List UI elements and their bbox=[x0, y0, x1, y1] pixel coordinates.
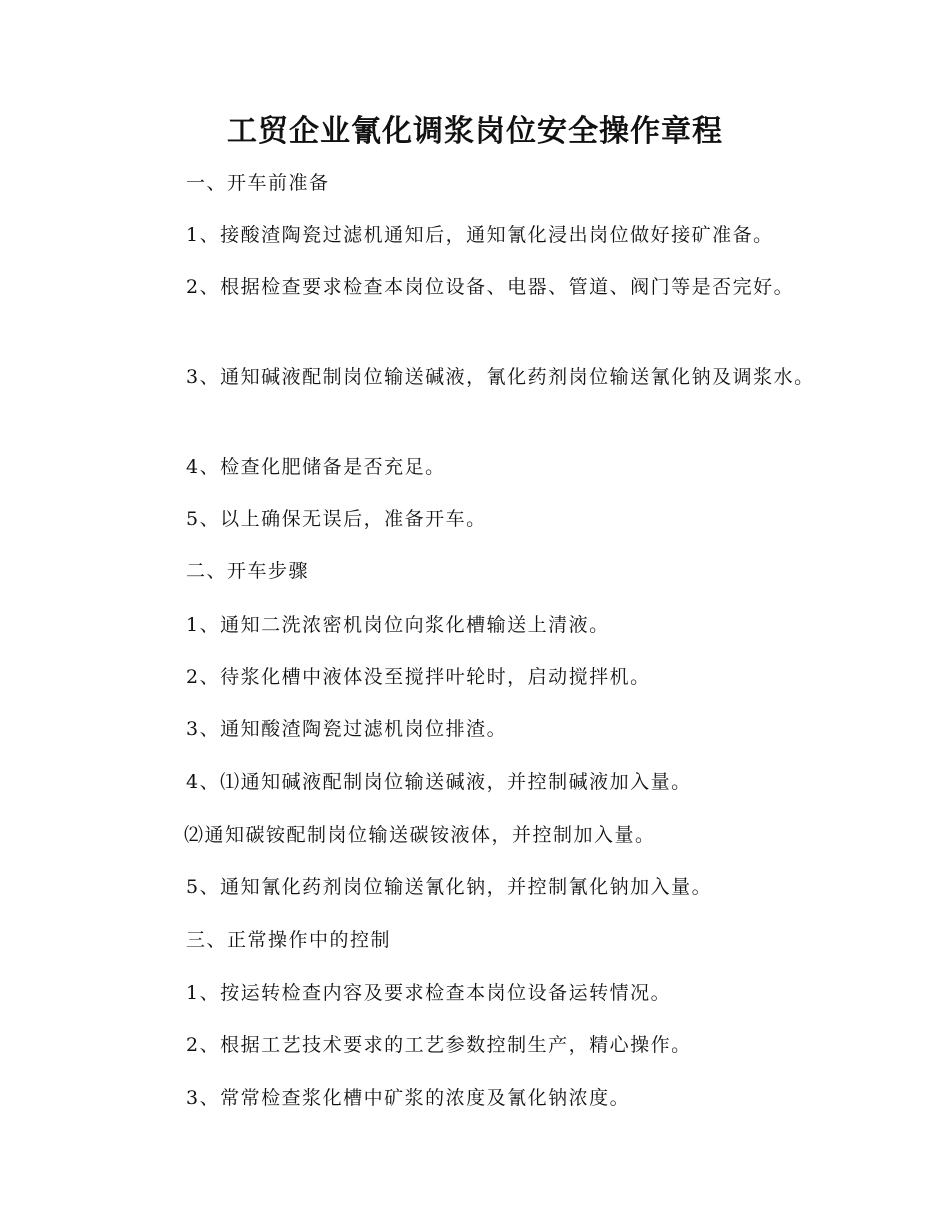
document-title: 工贸企业氰化调浆岗位安全操作章程 bbox=[227, 114, 723, 149]
section-heading-3: 三、正常操作中的控制 bbox=[186, 929, 392, 951]
paragraph: 3、常常检查浆化槽中矿浆的浓度及氰化钠浓度。 bbox=[186, 1087, 631, 1109]
paragraph: 5、以上确保无误后，准备开车。 bbox=[186, 508, 487, 530]
paragraph: 1、按运转检查内容及要求检查本岗位设备运转情况。 bbox=[186, 982, 672, 1004]
paragraph: 5、通知氰化药剂岗位输送氰化钠，并控制氰化钠加入量。 bbox=[186, 876, 713, 898]
paragraph: 3、通知碱液配制岗位输送碱液，氰化药剂岗位输送氰化钠及调浆水。 bbox=[186, 366, 815, 388]
paragraph: 3、通知酸渣陶瓷过滤机岗位排渣。 bbox=[186, 718, 508, 740]
paragraph: 2、待浆化槽中液体没至搅拌叶轮时，启动搅拌机。 bbox=[186, 666, 651, 688]
paragraph: 4、检查化肥储备是否充足。 bbox=[186, 456, 446, 478]
section-heading-1: 一、开车前准备 bbox=[186, 172, 330, 194]
paragraph: 2、根据工艺技术要求的工艺参数控制生产，精心操作。 bbox=[186, 1034, 692, 1056]
paragraph: 2、根据检查要求检查本岗位设备、电器、管道、阀门等是否完好。 bbox=[186, 276, 795, 298]
paragraph: ⑵通知碳铵配制岗位输送碳铵液体，并控制加入量。 bbox=[184, 824, 656, 846]
paragraph: 1、通知二洗浓密机岗位向浆化槽输送上清液。 bbox=[186, 614, 610, 636]
paragraph: 4、⑴通知碱液配制岗位输送碱液，并控制碱液加入量。 bbox=[186, 771, 692, 793]
section-heading-2: 二、开车步骤 bbox=[186, 560, 310, 582]
paragraph: 1、接酸渣陶瓷过滤机通知后，通知氰化浸出岗位做好接矿准备。 bbox=[186, 224, 774, 246]
